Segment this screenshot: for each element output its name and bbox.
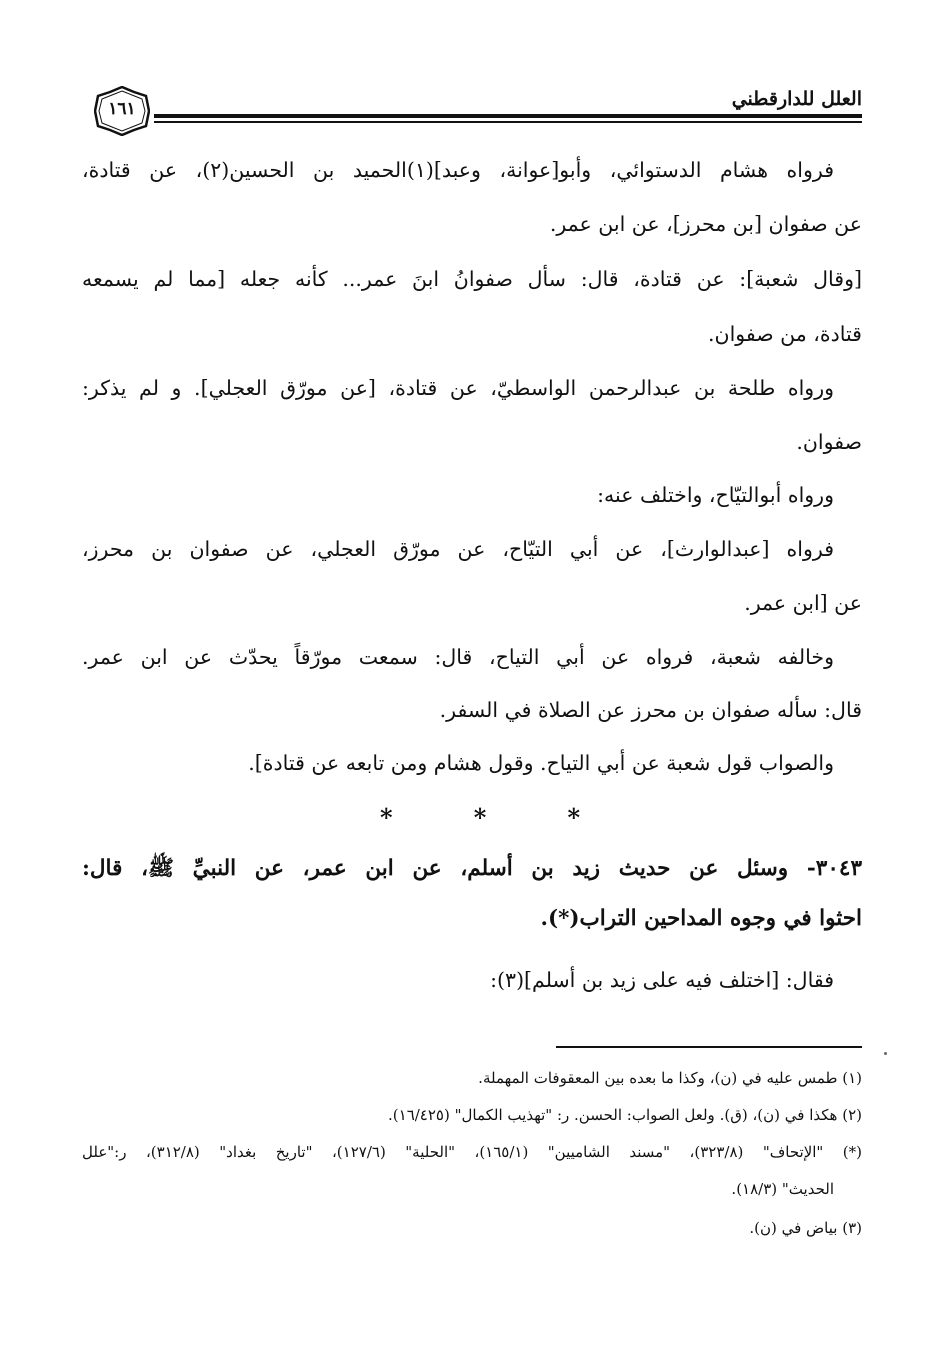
footnote: (*) "الإتحاف" (٣٢٣/٨)، "مسند الشاميين" (١٦٥/١)، "الحلية" (١٢٧/٦)، "تاريخ بغداد" (٣١٢/٨)، ر:"علل	[82, 1143, 862, 1161]
scan-speck	[884, 1052, 887, 1055]
text-line: قال: سأله صفوان بن محرز عن الصلاة في السفر.	[439, 698, 862, 722]
footnote: (١) طمس عليه في (ن)، وكذا ما بعده بين المعقوفات المهملة.	[478, 1069, 862, 1087]
text-line: ورواه طلحة بن عبدالرحمن الواسطيّ، عن قتادة، [عن مورّق العجلي]. و لم يذكر:	[82, 376, 834, 400]
book-title: العلل للدارقطني	[731, 88, 862, 110]
text-line: صفوان.	[796, 430, 862, 454]
footnote: الحديث" (١٨/٣).	[731, 1180, 834, 1198]
section-separator	[380, 803, 580, 832]
separator-star: *	[567, 803, 580, 832]
footnote: (٢) هكذا في (ن)، (ق). ولعل الصواب: الحسن. ر: "تهذيب الكمال" (١٦/٤٢٥).	[388, 1106, 862, 1124]
footnote-divider	[556, 1046, 862, 1048]
text-line: [وقال شعبة]: عن قتادة، قال: سأل صفوانُ ابنَ عمر... كأنه جعله [مما لم يسمعه	[82, 267, 862, 291]
header-rule-thick	[154, 114, 862, 118]
page-number: ١٦١	[108, 99, 136, 119]
separator-star: *	[380, 803, 393, 832]
answer-text: فقال: [اختلف فيه على زيد بن أسلم](٣):	[490, 968, 834, 992]
text-line: فرواه هشام الدستوائي، وأبو[عوانة، وعبد](١)الحميد بن الحسين(٢)، عن قتادة،	[82, 158, 834, 182]
page-number-badge	[94, 86, 150, 136]
text-line: وخالفه شعبة، فرواه عن أبي التياح، قال: سمعت مورّقاً يحدّث عن ابن عمر.	[82, 645, 834, 669]
footnote: (٣) بياض في (ن).	[749, 1219, 862, 1237]
text-line: عن [ابن عمر.	[744, 591, 862, 615]
text-line: قتادة، من صفوان.	[708, 322, 862, 346]
running-header	[82, 86, 862, 136]
question-text: احثوا في وجوه المداحين التراب(*).	[540, 906, 862, 931]
text-line: والصواب قول شعبة عن أبي التياح. وقول هشام ومن تابعه عن قتادة].	[248, 751, 834, 775]
text-line: ورواه أبوالتيّاح، واختلف عنه:	[597, 483, 834, 507]
separator-star: *	[473, 803, 487, 832]
question-heading: ٣٠٤٣- وسئل عن حديث زيد بن أسلم، عن ابن عمر، عن النبيِّ ﷺ، قال:	[82, 856, 862, 881]
text-line: عن صفوان [بن محرز]، عن ابن عمر.	[549, 212, 862, 236]
header-rule-thin	[154, 121, 862, 123]
text-line: فرواه [عبدالوارث]، عن أبي التيّاح، عن مورّق العجلي، عن صفوان بن محرز،	[82, 537, 834, 561]
